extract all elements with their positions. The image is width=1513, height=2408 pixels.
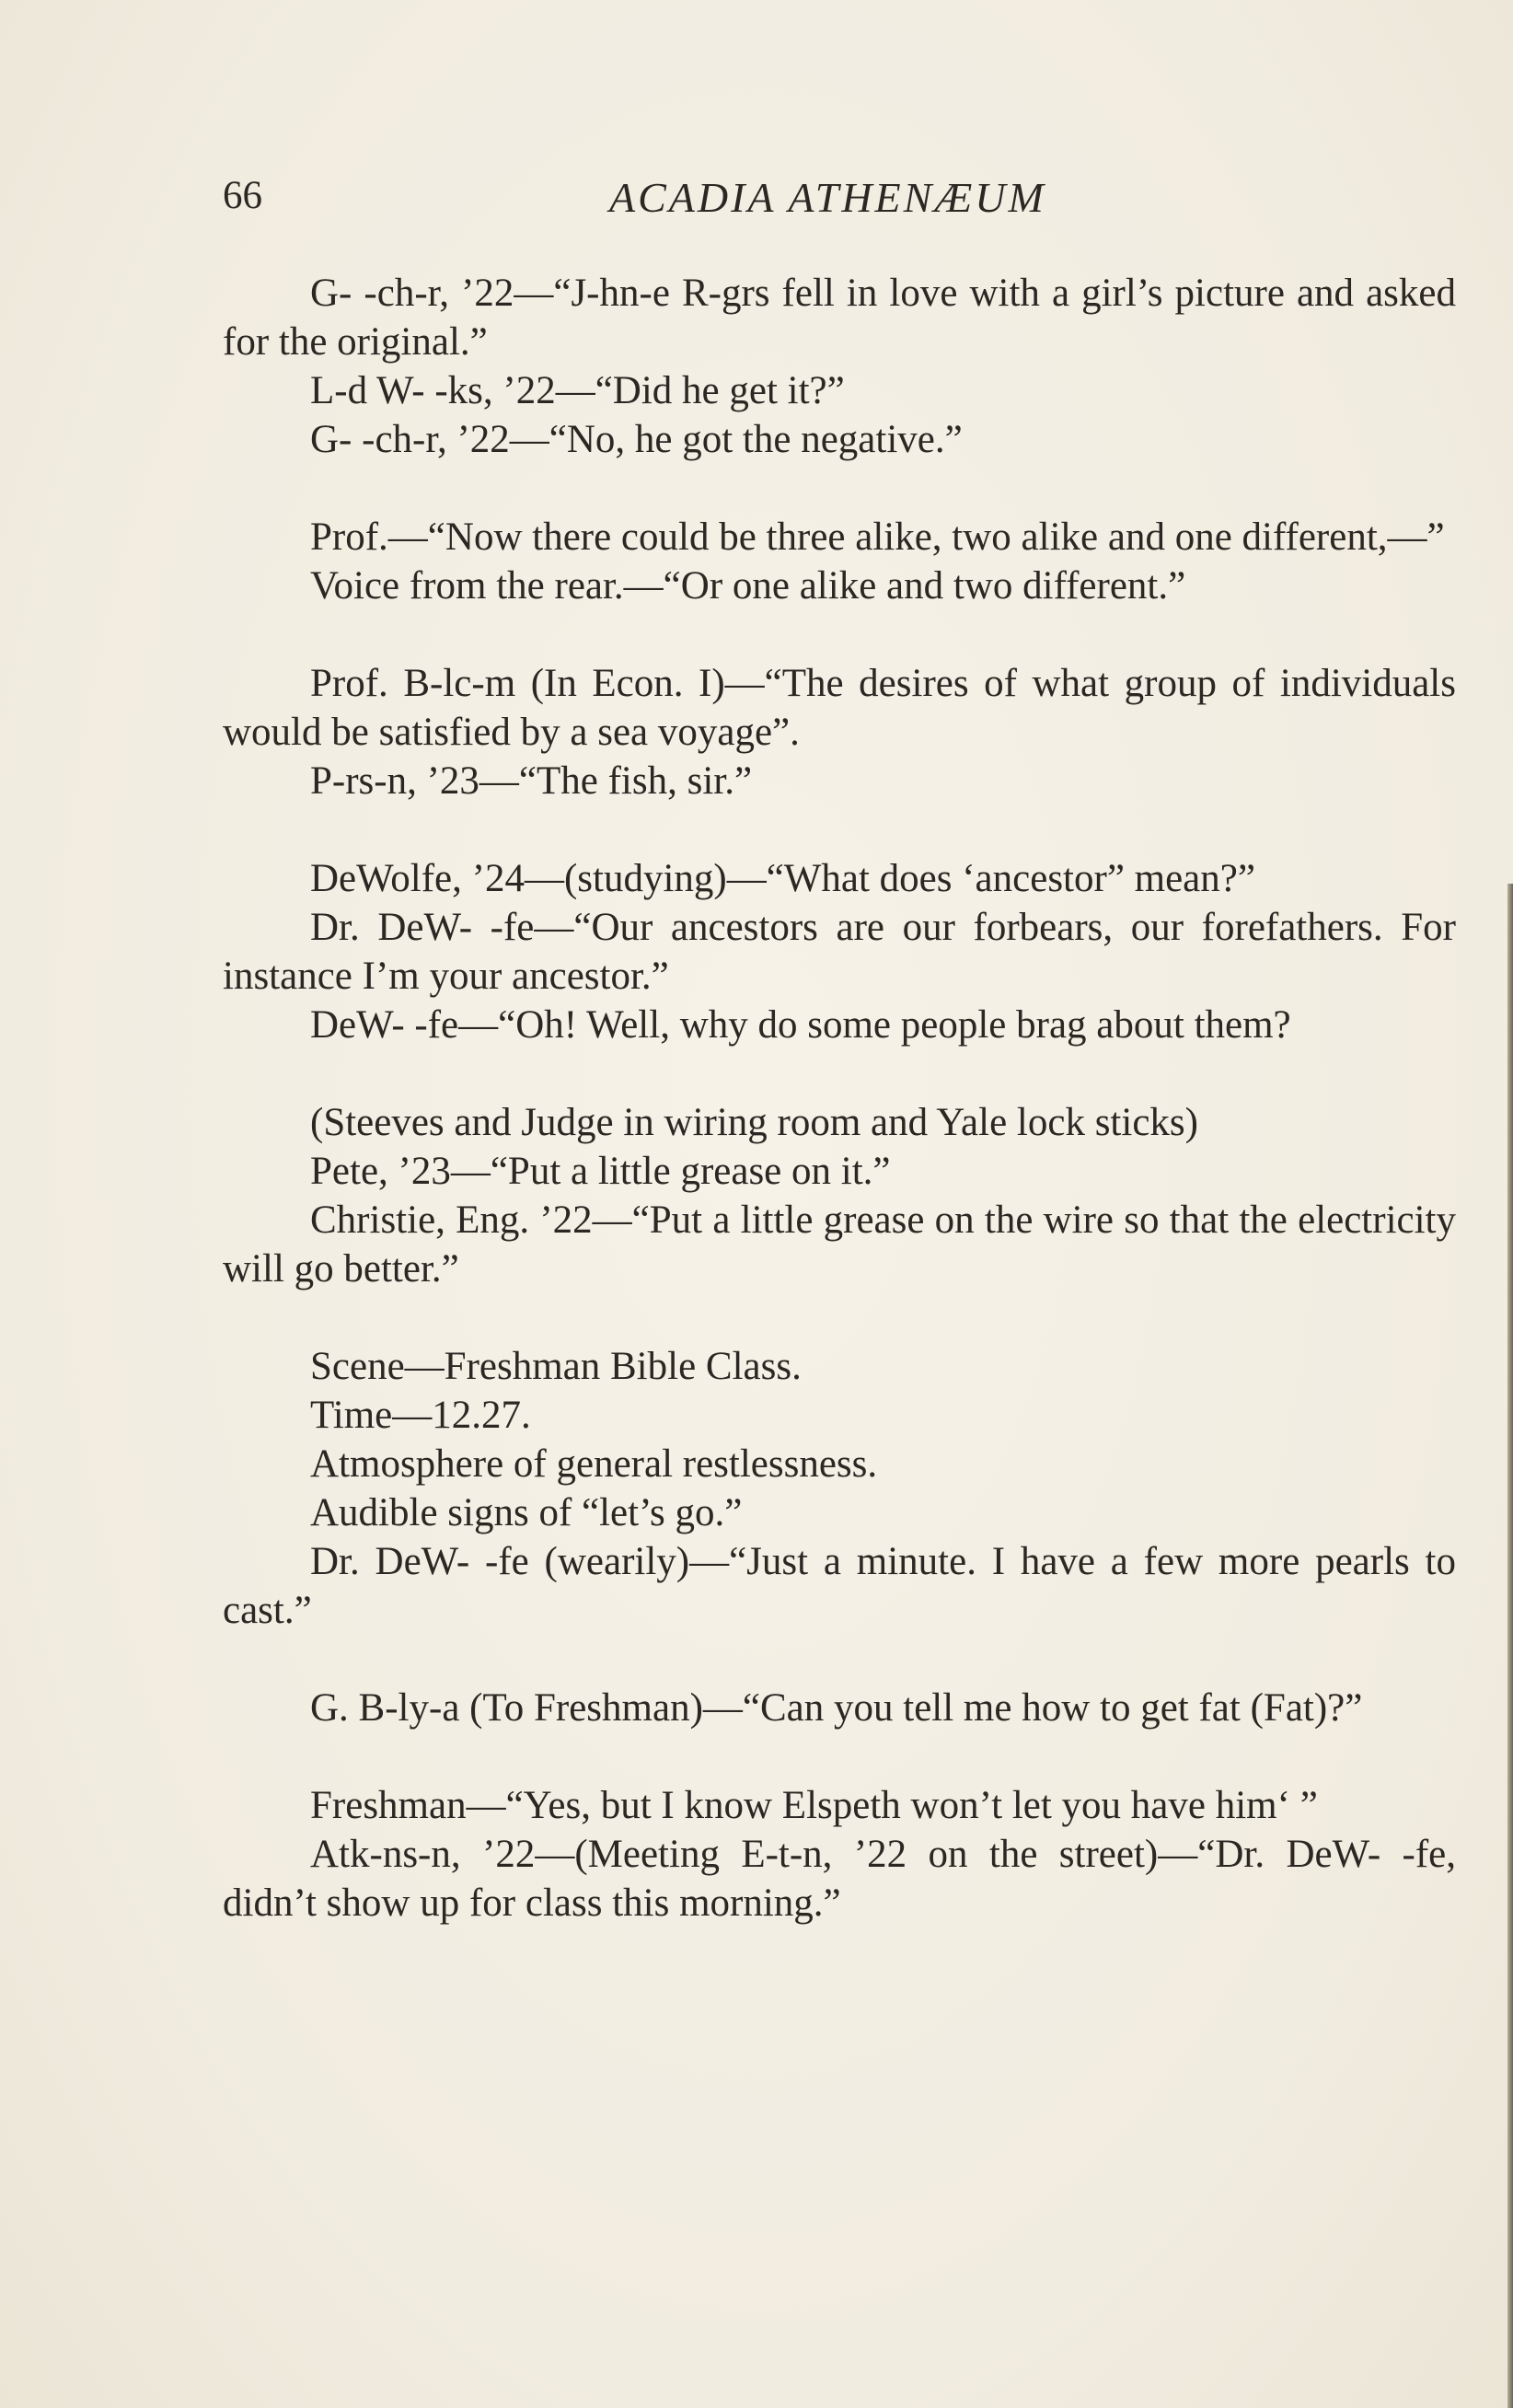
joke-block bbox=[223, 1781, 1456, 1928]
paragraph: Prof.—“Now there could be three alike, two alike and one different,—” bbox=[310, 515, 1445, 559]
paragraph: G- -ch-r, ’22—“No, he got the negative.” bbox=[310, 418, 963, 461]
paragraph: G. B-ly-a (To Freshman)—“Can you tell me how to get fat (Fat)?” bbox=[310, 1686, 1363, 1730]
paragraph: L-d W- -ks, ’22—“Did he get it?” bbox=[310, 369, 845, 412]
paragraph: (Steeves and Judge in wiring room and Yale lock sticks) bbox=[310, 1101, 1198, 1144]
joke-block bbox=[223, 513, 1456, 610]
paragraph: Time—12.27. bbox=[310, 1394, 531, 1437]
paragraph: Freshman—“Yes, but I know Elspeth won’t let you have him‘ ” bbox=[310, 1784, 1318, 1827]
paragraph: P-rs-n, ’23—“The fish, sir.” bbox=[310, 759, 753, 803]
paragraph: Christie, Eng. ’22—“Put a little grease on the wire so that the electricity will go better.” bbox=[223, 1198, 1456, 1291]
joke-block bbox=[223, 854, 1456, 1049]
running-title: ACADIA ATHENÆUM bbox=[609, 174, 1046, 221]
page-body bbox=[223, 269, 1456, 1928]
paragraph: DeW- -fe—“Oh! Well, why do some people brag about them? bbox=[310, 1003, 1291, 1047]
paragraph: Dr. DeW- -fe (wearily)—“Just a minute. I have a few more pearls to cast.” bbox=[223, 1540, 1456, 1632]
joke-block bbox=[223, 659, 1456, 805]
paragraph: Dr. DeW- -fe—“Our ancestors are our forbears, our forefathers. For instance I’m your ancestor.” bbox=[223, 906, 1456, 998]
joke-block bbox=[223, 269, 1456, 464]
paragraph: G- -ch-r, ’22—“J-hn-e R-grs fell in love with a girl’s picture and asked for the original.” bbox=[223, 272, 1456, 364]
page-number: 66 bbox=[223, 174, 262, 217]
joke-block bbox=[223, 1342, 1456, 1635]
paragraph: DeWolfe, ’24—(studying)—“What does ‘ancestor” mean?” bbox=[310, 857, 1255, 900]
paragraph: Voice from the rear.—“Or one alike and two different.” bbox=[310, 564, 1186, 608]
paragraph: Atk-ns-n, ’22—(Meeting E-t-n, ’22 on the street)—“Dr. DeW- -fe, didn’t show up for class this morning.” bbox=[223, 1833, 1456, 1925]
joke-block bbox=[223, 1684, 1456, 1732]
joke-block bbox=[223, 1098, 1456, 1293]
page-edge-shadow bbox=[1507, 884, 1513, 2408]
paragraph: Pete, ’23—“Put a little grease on it.” bbox=[310, 1150, 891, 1193]
page-header bbox=[223, 173, 1456, 237]
paragraph: Atmosphere of general restlessness. bbox=[310, 1442, 878, 1486]
paragraph: Scene—Freshman Bible Class. bbox=[310, 1345, 802, 1388]
paragraph: Audible signs of “let’s go.” bbox=[310, 1491, 743, 1534]
paragraph: Prof. B-lc-m (In Econ. I)—“The desires of what group of individuals would be satisfied by a sea voyage”. bbox=[223, 662, 1456, 754]
